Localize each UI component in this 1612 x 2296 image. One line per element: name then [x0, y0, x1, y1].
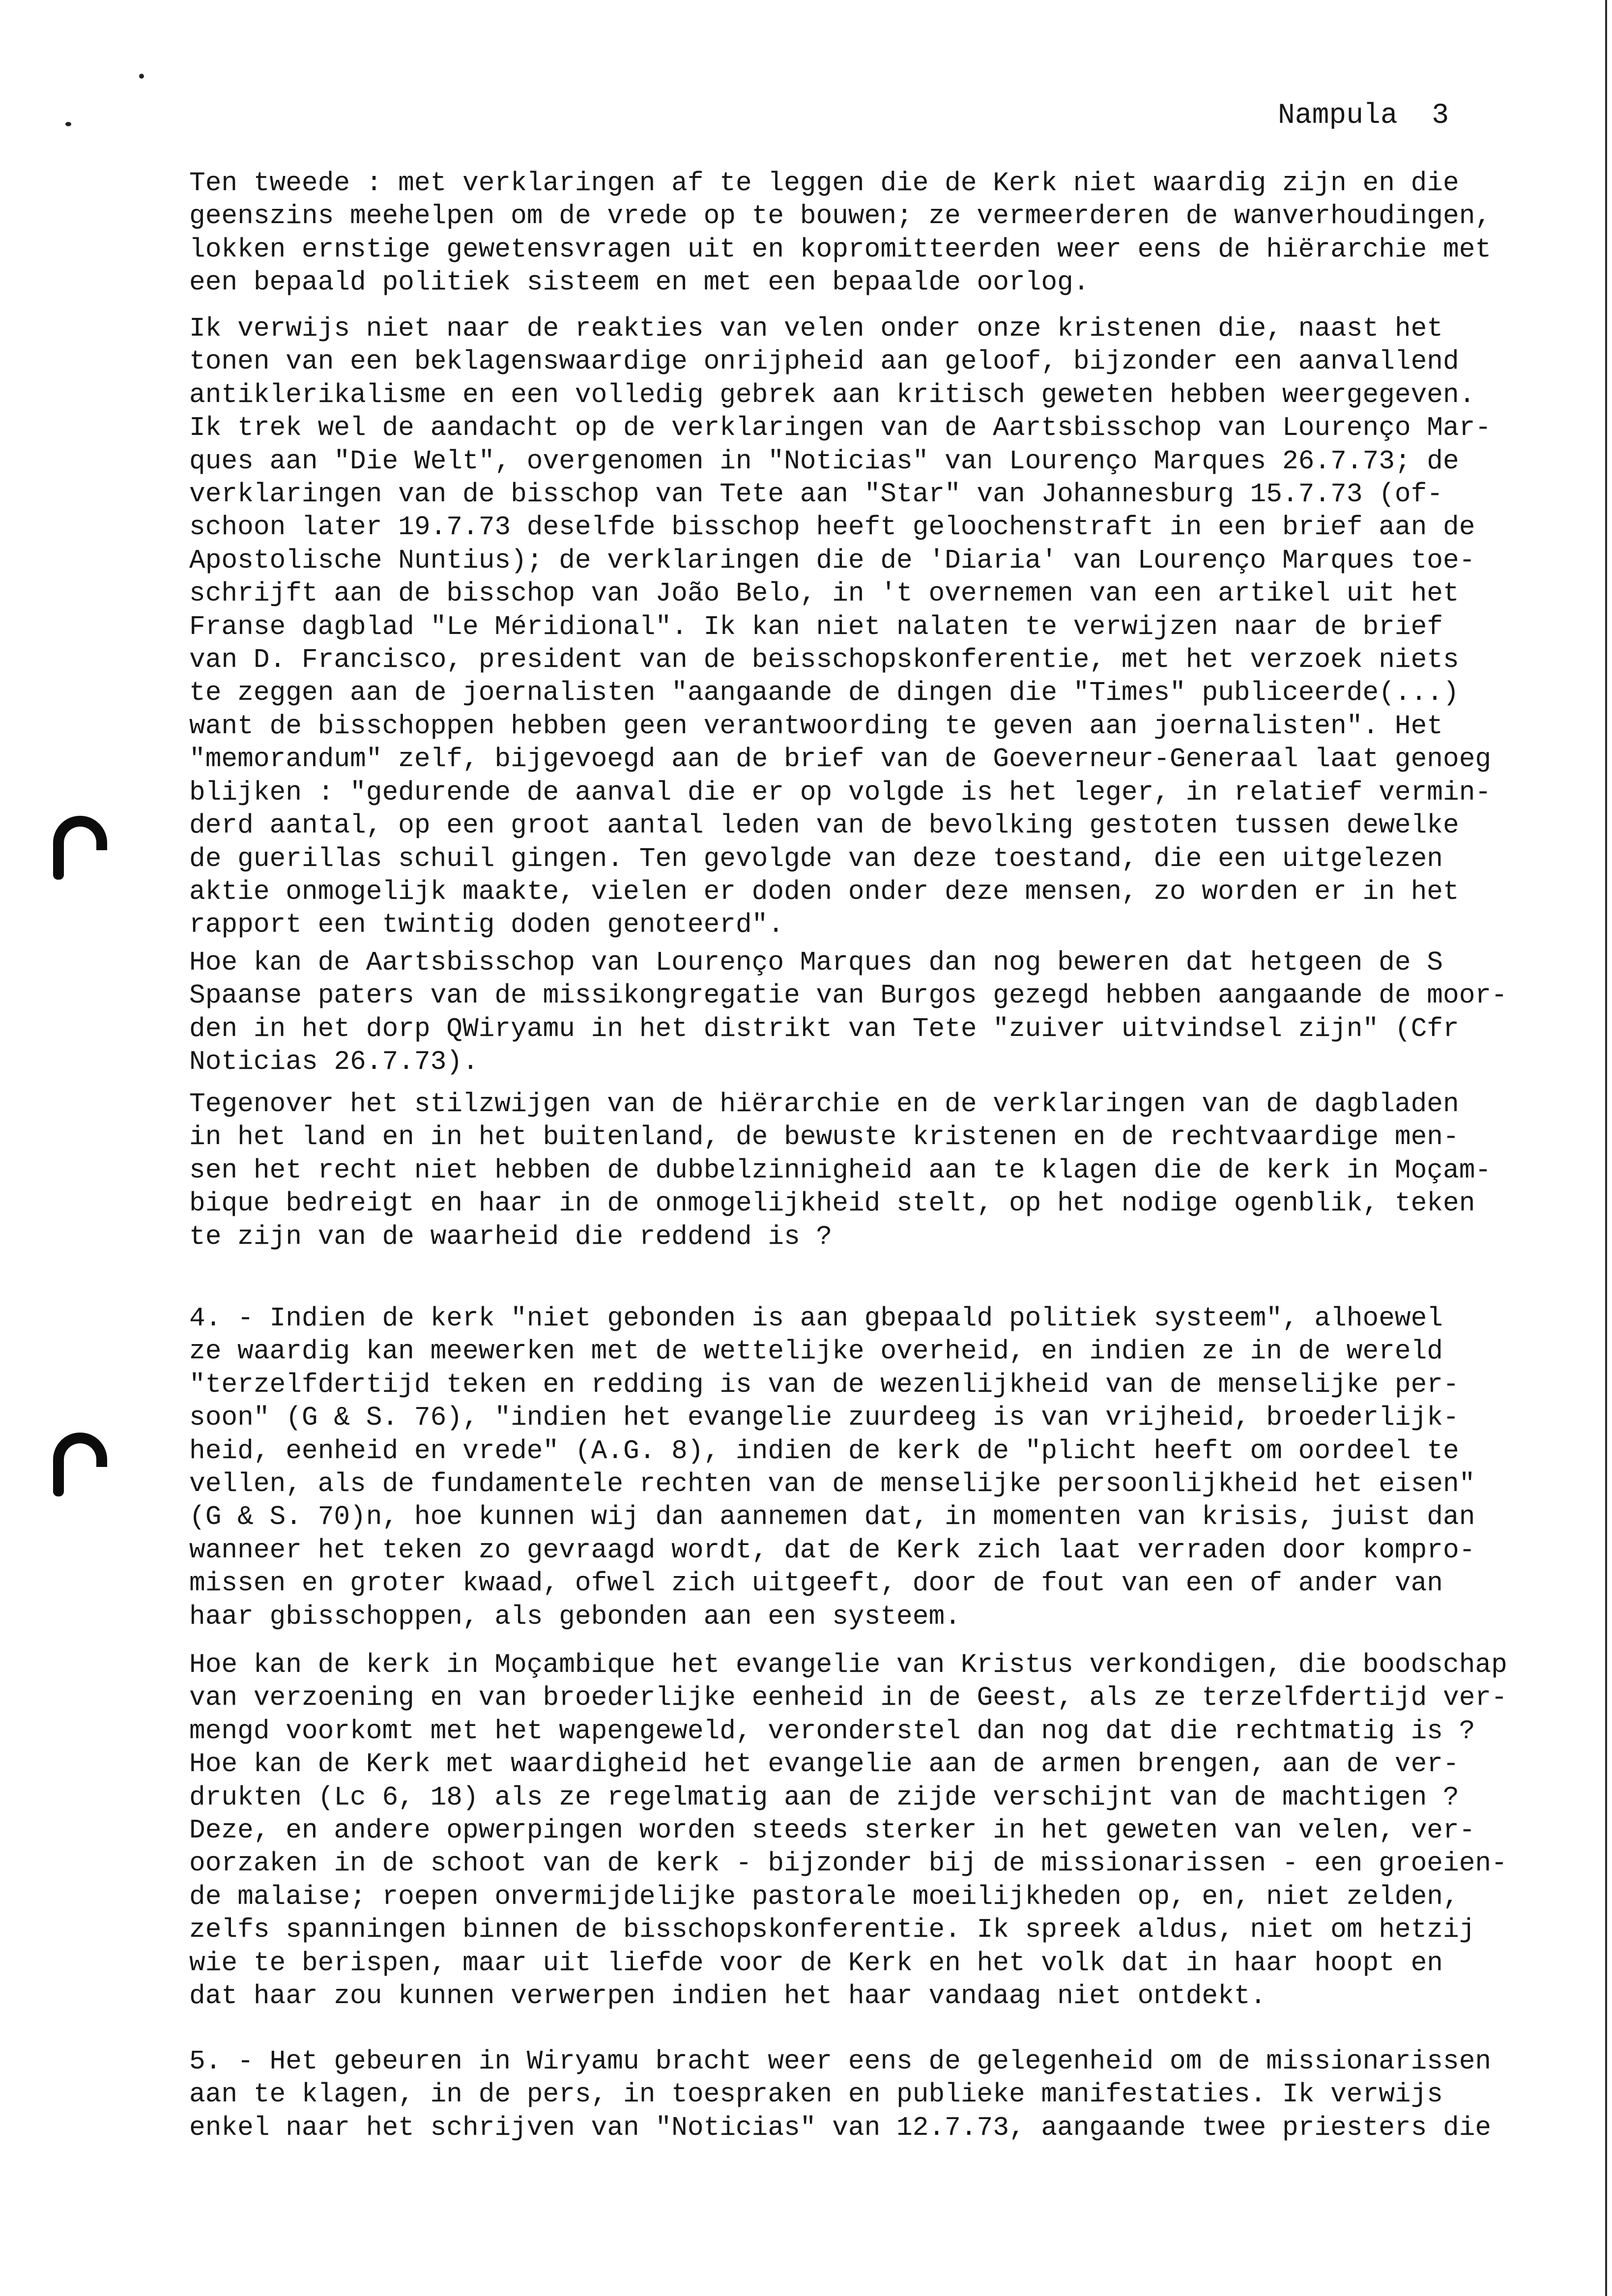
text-line: een bepaald politiek sisteem en met een bepaalde oorlog.: [189, 268, 1090, 298]
text-line: Hoe kan de Kerk met waardigheid het evangelie aan de armen brengen, aan de ver-: [189, 1750, 1459, 1780]
text-line: enkel naar het schrijven van "Noticias" van 12.7.73, aangaande twee priesters die: [189, 2113, 1492, 2143]
text-line: "memorandum" zelf, bijgevoegd aan de brief van de Goeverneur-Generaal laat genoeg: [189, 745, 1492, 775]
text-line: (G & S. 70)n, hoe kunnen wij dan aannemen dat, in momenten van krisis, juist dan: [189, 1502, 1475, 1533]
text-line: 4. - Indien de kerk "niet gebonden is aan gbepaald politiek systeem", alhoewel: [189, 1304, 1443, 1334]
text-line: ques aan "Die Welt", overgenomen in "Noticias" van Lourenço Marques 26.7.73; de: [189, 446, 1459, 477]
text-line: mengd voorkomt met het wapengeweld, veronderstel dan nog dat die rechtmatig is ?: [189, 1716, 1475, 1747]
scan-speck: [65, 122, 71, 126]
text-line: te zeggen aan de joernalisten "aangaande de dingen die "Times" publiceerde(...): [189, 678, 1459, 709]
text-line: te zijn van de waarheid die reddend is ?: [189, 1222, 833, 1252]
paragraph: [189, 1088, 1531, 1254]
text-line: haar gbisschoppen, als gebonden aan een systeem.: [189, 1602, 961, 1632]
text-line: verklaringen van de bisschop van Tete aan "Star" van Johannesburg 15.7.73 (of-: [189, 480, 1443, 510]
paragraph: [189, 313, 1531, 942]
text-line: aan te klagen, in de pers, in toespraken en publieke manifestaties. Ik verwijs: [189, 2080, 1443, 2110]
text-line: sen het recht niet hebben de dubbelzinnigheid aan te klagen die de kerk in Moçam-: [189, 1155, 1492, 1186]
text-line: Tegenover het stilzwijgen van de hiërarchie en de verklaringen van de dagbladen: [189, 1090, 1459, 1119]
text-line: want de bisschoppen hebben geen verantwoording te geven aan joernalisten". Het: [189, 711, 1443, 742]
text-line: 5. - Het gebeuren in Wiryamu bracht weer eens de gelegenheid om de missionarissen: [189, 2047, 1492, 2077]
text-line: van D. Francisco, president van de beisschopskonferentie, met het verzoek niets: [189, 645, 1459, 676]
text-line: Hoe kan de kerk in Moçambique het evangelie van Kristus verkondigen, die boodschap: [189, 1650, 1507, 1680]
text-line: Noticias 26.7.73).: [189, 1047, 479, 1078]
paragraph: [189, 2045, 1531, 2145]
text-line: geenszins meehelpen om de vrede op te bouwen; ze vermeerderen de wanverhoudingen,: [189, 201, 1492, 232]
text-line: missen en groter kwaad, ofwel zich uitgeeft, door de fout van een of ander van: [189, 1569, 1443, 1599]
text-line: zelfs spanningen binnen de bisschopskonferentie. Ik spreek aldus, niet om hetzij: [189, 1915, 1475, 1946]
punch-hole: [53, 1433, 107, 1467]
text-line: Deze, en andere opwerpingen worden steeds sterker in het geweten van velen, ver-: [189, 1816, 1475, 1846]
text-line: ze waardig kan meewerken met de wettelijke overheid, en indien ze in de wereld: [189, 1337, 1443, 1367]
text-line: Ik verwijs niet naar de reakties van velen onder onze kristenen die, naast het: [189, 314, 1443, 344]
text-line: blijken : "gedurende de aanval die er op volgde is het leger, in relatief vermin-: [189, 777, 1492, 808]
text-line: drukten (Lc 6, 18) als ze regelmatig aan de zijde verschijnt van de machtigen ?: [189, 1782, 1459, 1813]
paragraph: [189, 167, 1531, 300]
text-line: derd aantal, op een groot aantal leden van de bevolking gestoten tussen dewelke: [189, 811, 1459, 841]
text-line: Apostolische Nuntius); de verklaringen die de 'Diaria' van Lourenço Marques toe-: [189, 545, 1475, 576]
text-line: Ten tweede : met verklaringen af te leggen die de Kerk niet waardig zijn en die: [189, 169, 1459, 199]
text-line: Ik trek wel de aandacht op de verklaringen van de Aartsbisschop van Lourenço Mar-: [189, 413, 1492, 444]
punch-hole: [53, 816, 107, 850]
text-line: Spaanse paters van de missikongregatie van Burgos gezegd hebben aangaande de moor-: [189, 981, 1507, 1011]
text-line: antiklerikalisme en een volledig gebrek aan kritisch geweten hebben weergegeven.: [189, 380, 1475, 410]
text-line: de guerillas schuil gingen. Ten gevolgde van deze toestand, die een uitgelezen: [189, 844, 1443, 874]
text-line: soon" (G & S. 76), "indien het evangelie zuurdeeg is van vrijheid, broederlijk-: [189, 1403, 1459, 1434]
text-line: dat haar zou kunnen verwerpen indien het haar vandaag niet ontdekt.: [189, 1981, 1267, 2012]
scan-edge-line: [1605, 0, 1607, 2296]
text-line: bique bedreigt en haar in de onmogelijkheid stelt, op het nodige ogenblik, teken: [189, 1189, 1475, 1219]
text-line: schoon later 19.7.73 deselfde bisschop heeft geloochenstraft in een brief aan de: [189, 513, 1475, 543]
text-line: wanneer het teken zo gevraagd wordt, dat de Kerk zich laat verraden door kompro-: [189, 1535, 1475, 1566]
text-line: tonen van een beklagenswaardige onrijpheid aan geloof, bijzonder een aanvallend: [189, 347, 1459, 377]
text-line: heid, eenheid en vrede" (A.G. 8), indien de kerk de "plicht heeft om oordeel te: [189, 1436, 1459, 1466]
text-line: Hoe kan de Aartsbisschop van Lourenço Marques dan nog beweren dat hetgeen de S: [189, 948, 1443, 978]
paragraph: [189, 1302, 1531, 1634]
text-line: den in het dorp QWiryamu in het distrikt van Tete "zuiver uitvindsel zijn" (Cfr: [189, 1014, 1459, 1044]
text-line: wie te berispen, maar uit liefde voor de Kerk en het volk dat in haar hoopt en: [189, 1948, 1443, 1979]
text-line: Franse dagblad "Le Méridional". Ik kan niet nalaten te verwijzen naar de brief: [189, 612, 1443, 642]
text-line: oorzaken in de schoot van de kerk - bijzonder bij de missionarissen - een groeien-: [189, 1849, 1507, 1879]
text-line: aktie onmogelijk maakte, vielen er doden onder deze mensen, zo worden er in het: [189, 877, 1459, 907]
text-line: de malaise; roepen onvermijdelijke pastorale moeilijkheden op, en, niet zelden,: [189, 1882, 1459, 1912]
text-line: lokken ernstige gewetensvragen uit en kopromitteerden weer eens de hiërarchie met: [189, 234, 1492, 265]
paragraph: [189, 947, 1531, 1079]
text-line: vellen, als de fundamentele rechten van de menselijke persoonlijkheid het eisen": [189, 1469, 1475, 1500]
text-line: schrijft aan de bisschop van João Belo, in 't overnemen van een artikel uit het: [189, 579, 1459, 609]
text-line: van verzoening en van broederlijke eenheid in de Geest, als ze terzelfdertijd ver-: [189, 1683, 1507, 1714]
text-line: in het land en in het buitenland, de bewuste kristenen en de rechtvaardige men-: [189, 1122, 1459, 1153]
page-header: Nampula 3: [1278, 100, 1449, 132]
text-line: rapport een twintig doden genoteerd".: [189, 910, 784, 941]
paragraph: [189, 1649, 1531, 2013]
scan-speck: [139, 74, 144, 79]
text-line: "terzelfdertijd teken en redding is van de wezenlijkheid van de menselijke per-: [189, 1370, 1459, 1400]
